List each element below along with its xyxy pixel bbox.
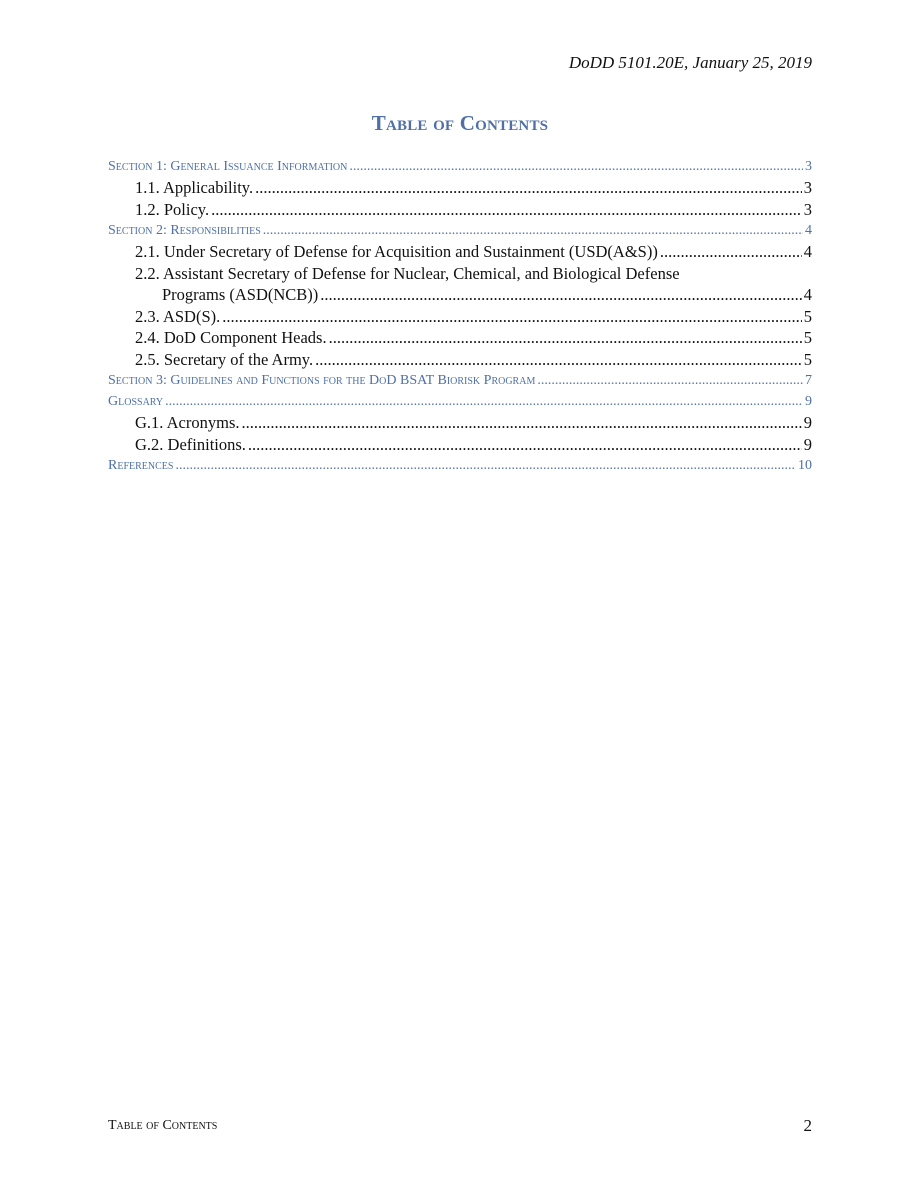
- toc-item-2-3-label: 2.3. ASD(S).: [135, 306, 221, 326]
- toc-leader: [255, 177, 802, 199]
- toc-item-2-4[interactable]: [108, 327, 812, 349]
- toc-item-1-1-label: 1.1. Applicability.: [135, 178, 254, 197]
- toc-item-2-5[interactable]: [108, 349, 812, 371]
- toc-item-2-2-line1: 2.2. Assistant Secretary of Defense for Nuclear, Chemical, and Biological Defense: [135, 263, 680, 283]
- toc-leader: [537, 370, 803, 391]
- table-of-contents: [108, 156, 812, 476]
- toc-item-g-2-label: G.2. Definitions.: [135, 434, 246, 454]
- toc-item-2-4-page: 5: [803, 328, 812, 347]
- toc-item-2-5-label: 2.5. Secretary of the Army.: [135, 349, 314, 369]
- toc-item-g-1-page: 9: [803, 413, 812, 432]
- toc-item-2-2-page: 4: [803, 285, 812, 304]
- toc-item-1-2-page: 3: [803, 199, 812, 219]
- toc-item-2-2[interactable]: [108, 263, 812, 306]
- document-header: DoDD 5101.20E, January 25, 2019: [568, 53, 812, 72]
- toc-references[interactable]: [108, 455, 812, 476]
- toc-section-2-label: Section 2: Responsibilities: [108, 223, 261, 238]
- toc-item-1-2[interactable]: [108, 199, 812, 221]
- toc-item-2-1-page: 4: [803, 242, 812, 261]
- toc-section-2[interactable]: [108, 220, 812, 241]
- toc-leader: [320, 284, 801, 306]
- toc-leader: [315, 349, 802, 371]
- toc-leader: [165, 391, 803, 412]
- toc-leader: [349, 156, 803, 177]
- toc-item-2-4-label: 2.4. DoD Component Heads.: [135, 328, 327, 347]
- toc-item-g-1[interactable]: [108, 412, 812, 434]
- toc-references-page: 10: [798, 458, 812, 473]
- footer-section-name: Table of Contents: [108, 1118, 218, 1133]
- toc-section-1-label: Section 1: General Issuance Information: [108, 159, 348, 174]
- toc-leader: [175, 455, 796, 476]
- toc-leader: [211, 199, 802, 221]
- toc-item-2-3[interactable]: [108, 306, 812, 328]
- toc-leader: [263, 220, 803, 241]
- toc-item-2-2-line2: Programs (ASD(NCB)): [162, 285, 319, 304]
- toc-references-label: References: [108, 458, 174, 473]
- toc-leader: [329, 327, 802, 349]
- toc-item-g-1-label: G.1. Acronyms.: [135, 413, 240, 432]
- toc-section-3-page: 7: [805, 373, 812, 388]
- toc-item-2-1-label: 2.1. Under Secretary of Defense for Acquisition and Sustainment (USD(A&S)): [135, 242, 658, 261]
- toc-item-2-3-page: 5: [803, 306, 812, 326]
- toc-item-g-2-page: 9: [803, 434, 812, 454]
- toc-item-2-5-page: 5: [803, 349, 812, 369]
- toc-glossary-label: Glossary: [108, 394, 164, 409]
- toc-item-2-1[interactable]: [108, 241, 812, 263]
- toc-item-g-2[interactable]: [108, 434, 812, 456]
- toc-item-1-2-label: 1.2. Policy.: [135, 199, 210, 219]
- toc-section-1[interactable]: [108, 156, 812, 177]
- page-title: Table of Contents: [371, 111, 549, 135]
- toc-leader: [242, 412, 802, 434]
- toc-section-3-label: Section 3: Guidelines and Functions for the DoD BSAT Biorisk Program: [108, 373, 536, 388]
- toc-leader: [222, 306, 801, 328]
- toc-section-2-page: 4: [805, 223, 812, 238]
- footer-page-number: 2: [803, 1116, 812, 1135]
- toc-section-3[interactable]: [108, 370, 812, 391]
- toc-item-1-1[interactable]: [108, 177, 812, 199]
- toc-item-1-1-page: 3: [803, 178, 812, 197]
- toc-leader: [660, 241, 802, 263]
- toc-glossary[interactable]: [108, 391, 812, 412]
- toc-glossary-page: 9: [805, 394, 812, 409]
- toc-leader: [248, 434, 802, 456]
- toc-section-1-page: 3: [805, 159, 812, 174]
